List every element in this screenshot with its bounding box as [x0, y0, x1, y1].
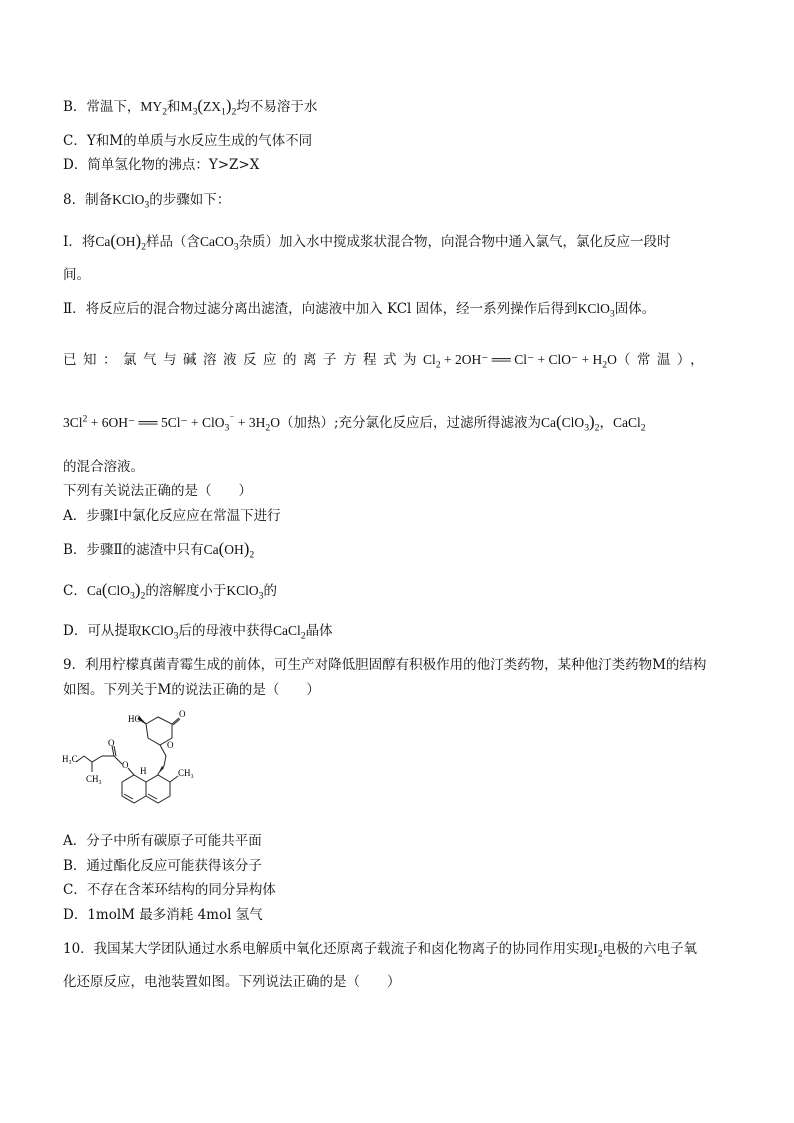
label-ch3-bottom: CH₃	[86, 774, 102, 784]
q9-stem-line1: 9．利用柠檬真菌青霉生成的前体，可生产对降低胆固醇有积极作用的他汀类药物，某种他汀类药物M的结构	[63, 657, 707, 673]
q7-option-c: C．Y和M的单质与水反应生成的气体不同	[63, 133, 313, 149]
q8-stem: 8．制备KClO$_3$的步骤如下：	[63, 192, 231, 211]
formula-m3-zx1-2: $M_3(ZX_1)_2$	[180, 96, 237, 118]
q8-step2: Ⅱ．将反应后的混合物过滤分离出滤渣，向滤液中加入 KCl 固体，经一系列操作后得到KClO$_3$固体。	[63, 301, 656, 320]
q8-option-b: B．步骤Ⅱ的滤渣中只有$Ca(OH)_2$	[63, 539, 255, 561]
q8-equation2: $3Cl^2 + 6OH^-$ ══ $5Cl^- + ClO_3^{^-} + 3H_2O$（加热）;充分氯化反应后，过滤所得滤液为$Ca(ClO_3)_2$，CaCl$_2$	[63, 412, 646, 434]
q9-option-a: A．分子中所有碳原子可能共平面	[63, 833, 262, 849]
q8-option-d: D．可从提取KClO$_3$后的母液中获得CaCl$_2$晶体	[63, 623, 333, 642]
molecule-structure-m	[62, 704, 222, 828]
q8-step1-cont: 间。	[63, 267, 90, 283]
label-o-carbonyl: O	[179, 709, 186, 719]
formula-my2: $MY_2$	[140, 99, 168, 118]
label-o-ester: O	[122, 760, 129, 770]
q9-stem-line2: 如图。下列关于M的说法正确的是（ ）	[63, 682, 320, 698]
q8-step1: Ⅰ．将$Ca(OH)_2$样品（含CaCO$_3$杂质）加入水中搅成浆状混合物，向混合物中通入氯气，氯化反应一段时	[63, 231, 671, 253]
label-ho: HO	[128, 714, 141, 724]
label-o-ester2: O	[108, 738, 115, 748]
q9-option-c: C．不存在含苯环结构的同分异构体	[63, 882, 276, 898]
q8-known: 已知：氯气与碱溶液反应的离子方程式为$Cl_2 + 2OH^-$ ══ $Cl^- + ClO^- + H_2O$（常温），	[63, 352, 711, 371]
q7-option-d: D．简单氢化物的沸点：Y>Z>X	[63, 157, 260, 173]
label-o-ring: O	[167, 740, 174, 750]
q8-option-c: C．$Ca(ClO_3)_2$的溶解度小于KClO$_3$的	[63, 580, 277, 602]
q9-option-b: B．通过酯化反应可能获得该分子	[63, 858, 262, 874]
q10-stem-line1: 10．我国某大学团队通过水系电解质中氧化还原离子载流子和卤化物离子的协同作用实现$I_2$电极的六电子氧	[63, 941, 698, 960]
q10-stem-line2: 化还原反应，电池装置如图。下列说法正确的是（ ）	[63, 974, 401, 990]
q8-question: 下列有关说法正确的是（ ）	[63, 483, 252, 499]
label-h3c: H₃C	[62, 754, 78, 764]
q9-option-d: D．1molM 最多消耗 4mol 氢气	[63, 907, 263, 923]
label-ch3-right: CH₃	[178, 768, 194, 778]
q7-option-b: B．常温下，$MY_2$和$M_3(ZX_1)_2$均不易溶于水	[63, 96, 318, 118]
q8-mix: 的混合溶液。	[63, 459, 144, 475]
label-h: H	[140, 766, 147, 776]
q8-option-a: A．步骤Ⅰ中氯化反应应在常温下进行	[63, 508, 281, 524]
